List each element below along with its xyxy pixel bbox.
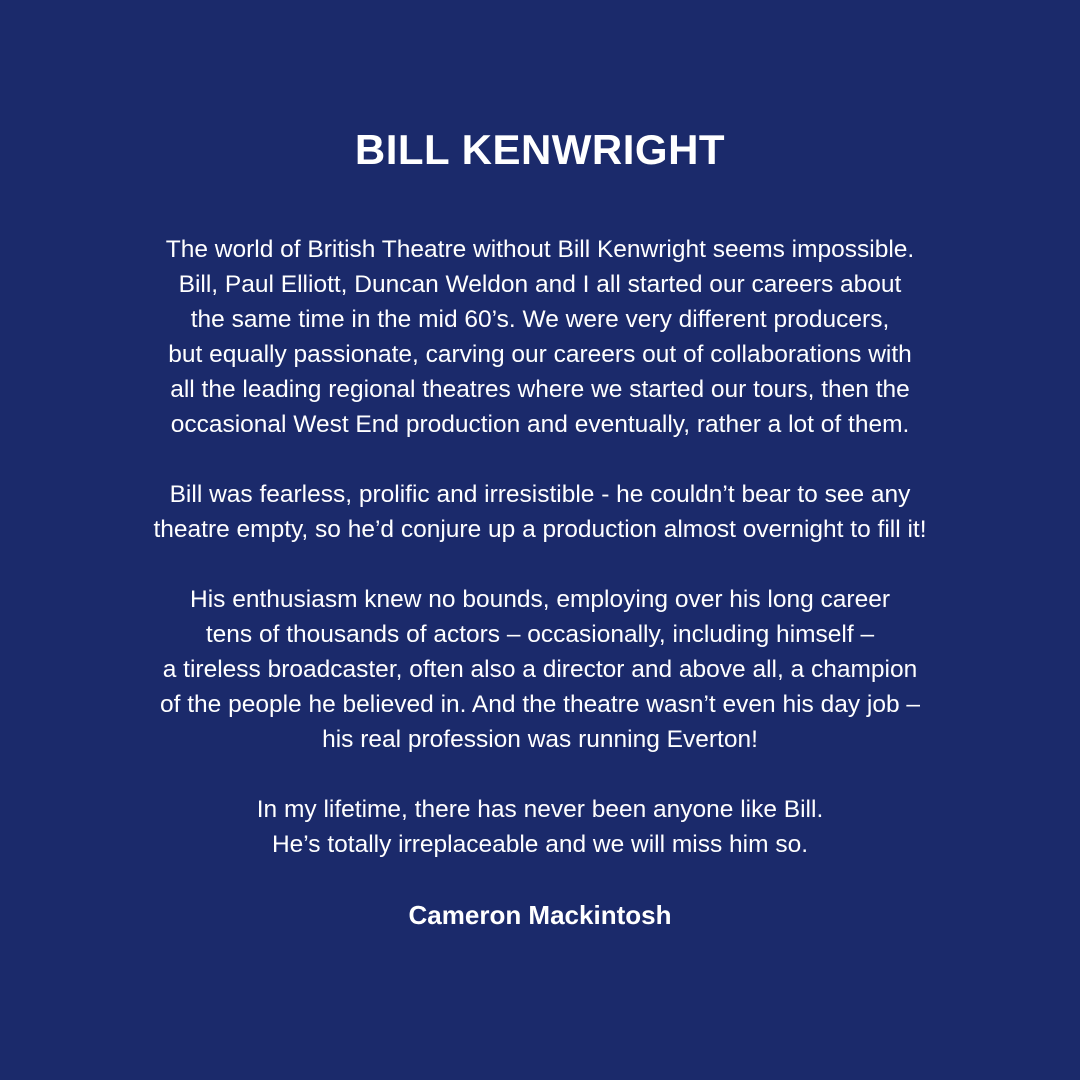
tribute-body	[40, 232, 1040, 933]
page-title: BILL KENWRIGHT	[354, 126, 726, 173]
text-line: occasional West End production and eventually, rather a lot of them.	[170, 411, 910, 438]
paragraph-enthusiasm	[40, 582, 1040, 757]
text-line: a tireless broadcaster, often also a director and above all, a champion	[162, 656, 918, 683]
text-line: In my lifetime, there has never been anyone like Bill.	[256, 796, 824, 823]
text-line: Bill, Paul Elliott, Duncan Weldon and I all started our careers about	[178, 271, 902, 298]
paragraph-intro	[40, 232, 1040, 442]
text-line: all the leading regional theatres where we started our tours, then the	[170, 376, 910, 403]
signature: Cameron Mackintosh	[408, 900, 672, 930]
text-line: The world of British Theatre without Bill Kenwright seems impossible.	[165, 236, 915, 263]
text-line: the same time in the mid 60’s. We were very different producers,	[190, 306, 890, 333]
text-line: of the people he believed in. And the theatre wasn’t even his day job –	[159, 691, 921, 718]
text-line: Bill was fearless, prolific and irresistible - he couldn’t bear to see any	[169, 481, 911, 508]
paragraph-closing	[40, 792, 1040, 862]
text-line: tens of thousands of actors – occasionally, including himself –	[205, 621, 875, 648]
paragraph-fearless	[40, 477, 1040, 547]
text-line: his real profession was running Everton!	[322, 726, 758, 753]
text-line: theatre empty, so he’d conjure up a production almost overnight to fill it!	[153, 516, 927, 543]
text-line: but equally passionate, carving our careers out of collaborations with	[168, 341, 912, 368]
text-line: He’s totally irreplaceable and we will miss him so.	[271, 831, 809, 858]
text-line: His enthusiasm knew no bounds, employing over his long career	[190, 586, 890, 613]
